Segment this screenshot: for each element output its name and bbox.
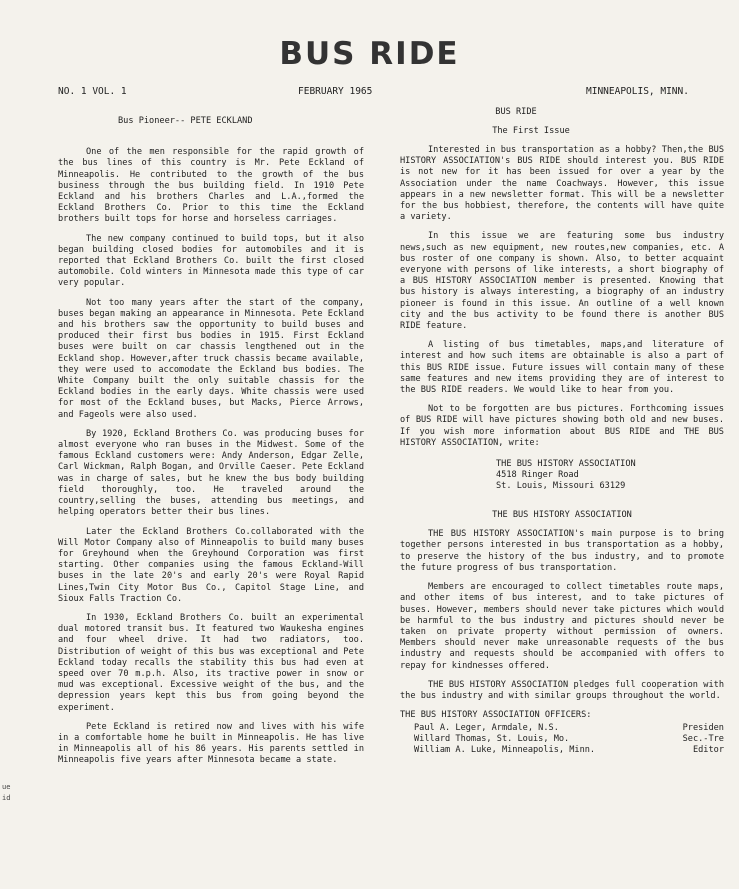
article-paragraph: In this issue we are featuring some bus industry news,such as new equipment, new routes,new companies, etc. A bus roster of one company is shown. Also, to better acquaint everyone with persons of like interests, a short biography of a BUS HISTORY ASSOCIATION member is presented. Knowing that bus history is always interesting, a biography of an industry pioneer is found in this issue. An outline of a well known city and the bus activity to be found there is another BUS RIDE feature. [400, 231, 724, 332]
left-column [58, 116, 364, 775]
association-heading: THE BUS HISTORY ASSOCIATION [492, 510, 632, 521]
officer-name: Willard Thomas, St. Louis, Mo. [414, 733, 570, 744]
article-heading-bus-ride: BUS RIDE [495, 107, 537, 117]
address-line: THE BUS HISTORY ASSOCIATION [496, 459, 636, 470]
article-subheading: The First Issue [492, 126, 570, 136]
officer-role: Presiden [682, 723, 724, 734]
article-paragraph: Pete Eckland is retired now and lives with his wife in a comfortable home he built in Minneapolis. He has live in Minneapolis all of his 86 years. His parents settled in Minneapolis five years after Minnesota became a state. [58, 721, 364, 766]
right-column [400, 107, 724, 755]
article-paragraph: Later the Eckland Brothers Co.collaborated with the Will Motor Company also of Minneapolis to build many buses for Greyhound when the Greyhound Corporation was first starting. Other companies using the famous Eckland-Will buses in the late 20's and early 20's were Royal Rapid Lines,Twin City Motor Bus Co., Capitol Stage Line, and Sioux Falls Traction Co. [58, 526, 364, 604]
officer-name: William A. Luke, Minneapolis, Minn. [414, 744, 596, 755]
margin-fragment: id [2, 794, 11, 802]
mailing-address [496, 459, 724, 492]
officer-name: Paul A. Leger, Armdale, N.S. [414, 723, 559, 734]
officer-row [400, 745, 724, 756]
article-paragraph: Not to be forgotten are bus pictures. Forthcoming issues of BUS RIDE will have pictures showing both old and new buses. If you wish more information about BUS RIDE and THE BUS HISTORY ASSOCIATION, write: [400, 404, 724, 448]
masthead-title: BUS RIDE [279, 36, 460, 72]
association-paragraph: Members are encouraged to collect timetables route maps, and other items of bus interest, and to take pictures of buses. However, members should never take pictures which would be harmful to the bus industry and pictures should never be taken on private property without permission of owners. Members should never make unreasonable requests of the bus industry and requests should be accompanied with offers to repay for kindnesses offered. [400, 582, 724, 671]
officer-row [400, 734, 724, 745]
article-paragraph: A listing of bus timetables, maps,and literature of interest and how such items are obtainable is also a part of this BUS RIDE issue. Future issues will contain many of these same features and new items providing they are of interest to the BUS RIDE readers. We would like to hear from you. [400, 340, 724, 396]
officers-heading: THE BUS HISTORY ASSOCIATION OFFICERS: [400, 710, 592, 721]
address-line: 4518 Ringer Road [496, 470, 579, 481]
issue-number: NO. 1 VOL. 1 [58, 86, 127, 97]
article-paragraph: Interested in bus transportation as a hobby? Then,the BUS HISTORY ASSOCIATION's BUS RIDE should interest you. BUS RIDE is not new for it has been issued for over a year by the Association under the name Coachways. However, this issue appears in a new newsletter format. This will be a newsletter for the bus hobbiest, therefore, the contents will have quite a variety. [400, 145, 724, 223]
association-paragraph: THE BUS HISTORY ASSOCIATION pledges full cooperation with the bus industry and with similar groups throughout the world. [400, 679, 724, 701]
officer-role: Sec.-Tre [682, 733, 724, 744]
article-paragraph: The new company continued to build tops, but it also began building closed bodies for automobiles and it is reported that Eckland Brothers Co. built the first closed automobile. Cold winters in Minnesota made this type of car very popular. [58, 233, 364, 289]
issue-location: MINNEAPOLIS, MINN. [586, 86, 689, 97]
officer-role: Editor [692, 744, 724, 755]
article-paragraph: By 1920, Eckland Brothers Co. was producing buses for almost everyone who ran buses in the Midwest. Some of the famous Eckland customers were: Andy Anderson, Edgar Zelle, Carl Wickman, Ralph Bogan, and Orville Caeser. Pete Eckland was in charge of sales, but he knew the bus body building field thoroughly, too. He traveled around the country,selling the buses, attending bus meetings, and helping operators better their bus lines. [58, 428, 364, 518]
officer-row [400, 723, 724, 734]
article-paragraph: Not too many years after the start of the company, buses began making an appearance in Minnesota. Pete Eckland and his brothers saw the opportunity to build buses and produced their first bus bodies in 1915. First Eckland buses were built on car chassis lengthened out in the Eckland shop. However,after truck chassis became available, they were used to accomodate the Eckland bus bodies. The White Company built the only suitable chassis for the Eckland bodies in the early days. White chassis were used for most of the Eckland buses, but Macks, Pierce Arrows, and Fageols were also used. [58, 297, 364, 420]
issue-date: FEBRUARY 1965 [298, 86, 373, 97]
article-paragraph: In 1930, Eckland Brothers Co. built an experimental dual motored transit bus. It featured two Waukesha engines and four wheel drive. It had two radiators, too. Distribution of weight of this bus was exceptional and Pete Eckland today recalls the stability this bus had even at speed over 70 m.p.h. Also, its tractive power in snow or mud was exceptional. Excessive weight of the bus, and the depression years kept this bus from going beyond the experiment. [58, 612, 364, 713]
address-line: St. Louis, Missouri 63129 [496, 481, 626, 492]
article-paragraph: One of the men responsible for the rapid growth of the bus lines of this country is Mr. Pete Eckland of Minneapolis. He contributed to the growth of the bus business through the bus building field. In 1910 Pete Eckland and his brothers Charles and L.A.,formed the Eckland Brothers Co. Prior to this time the Eckland brothers built tops for horse and horseless carriages. [58, 147, 364, 225]
association-paragraph: THE BUS HISTORY ASSOCIATION's main purpose is to bring together persons interested in bus transportation as a hobby, to preserve the history of the bus industry, and to promote the future progress of bus transportation. [400, 529, 724, 573]
margin-fragment: ue [2, 783, 11, 791]
article-heading-pioneer: Bus Pioneer-- PETE ECKLAND [118, 116, 253, 126]
